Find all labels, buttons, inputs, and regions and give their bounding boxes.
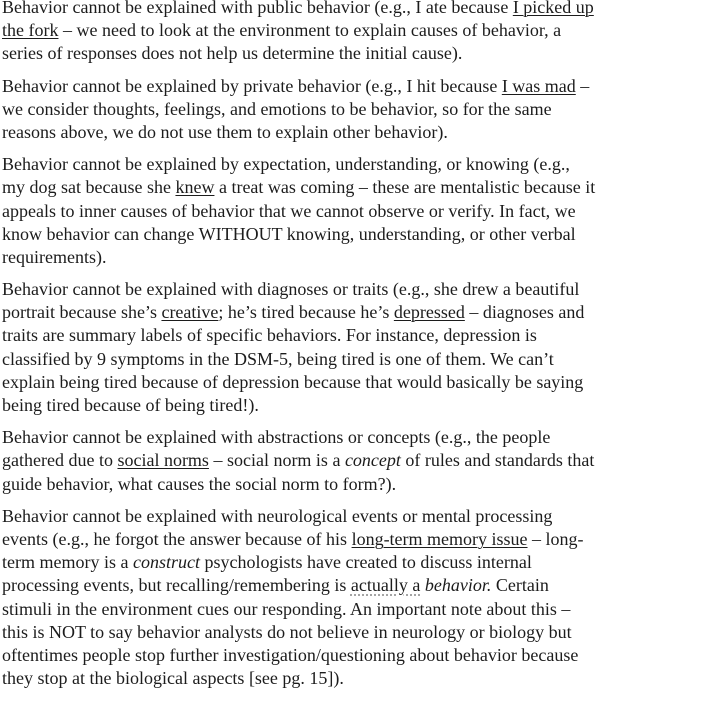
text-line [2, 598, 714, 621]
text-line [2, 121, 714, 144]
text-segment: we consider thoughts, feelings, and emotions to be behavior, so for the same [2, 98, 552, 119]
text-segment: this is NOT to say behavior analysts do not believe in neurology or biology but [2, 621, 572, 642]
underlined-phrase: creative [161, 302, 219, 323]
text-segment: series of responses does not help us determine the initial cause). [2, 43, 463, 64]
text-segment: – diagnoses and [464, 302, 585, 323]
text-line [2, 223, 714, 246]
underlined-phrase: knew [175, 177, 215, 198]
text-segment: know behavior can change WITHOUT knowing, understanding, or other verbal [2, 223, 576, 244]
text-segment: of rules and standards that [400, 450, 595, 471]
text-segment: events (e.g., he forgot the answer because of his [2, 528, 352, 549]
text-segment: traits are summary labels of specific behaviors. For instance, depression is [2, 325, 537, 346]
underlined-phrase: depressed [393, 302, 465, 323]
text-segment: psychologists have created to discuss internal [199, 552, 532, 573]
text-segment: – social norm is a [208, 450, 345, 471]
text-segment: a treat was coming – these are mentalistic because it [214, 177, 596, 198]
text-line [2, 42, 714, 65]
text-segment: guide behavior, what causes the social norm to form?). [2, 473, 397, 494]
text-segment: Behavior cannot be explained with public behavior (e.g., I ate because [2, 0, 513, 17]
text-segment: gathered due to [2, 450, 118, 471]
text-segment: portrait because she’s [2, 302, 162, 323]
paragraph [2, 153, 714, 269]
text-line [2, 153, 714, 176]
text-segment: term memory is a [2, 552, 133, 573]
text-segment: requirements). [2, 246, 107, 267]
text-segment: classified by 9 symptoms in the DSM-5, being tired is one of them. We can’t [2, 348, 554, 369]
text-segment: – [575, 75, 590, 96]
text-segment: oftentimes people stop further investigation/questioning about behavior because [2, 644, 579, 665]
paragraph [2, 505, 714, 691]
italic-term: concept [344, 450, 401, 471]
text-line [2, 644, 714, 667]
text-segment: Behavior cannot be explained with abstractions or concepts (e.g., the people [2, 427, 551, 448]
text-segment: – long- [527, 528, 584, 549]
text-line [2, 371, 714, 394]
underlined-phrase: social norms [117, 450, 209, 471]
text-segment: stimuli in the environment cues our responding. An important note about this – [2, 598, 571, 619]
underlined-phrase: the fork [2, 20, 59, 41]
text-segment: Behavior cannot be explained by expectation, understanding, or knowing (e.g., [2, 154, 570, 175]
underlined-phrase: long-term memory issue [351, 528, 528, 549]
text-line [2, 19, 714, 42]
text-line [2, 75, 714, 98]
text-segment: appeals to inner causes of behavior that we cannot observe or verify. In fact, we [2, 200, 576, 221]
text-line [2, 426, 714, 449]
paragraph [2, 0, 714, 66]
paragraph [2, 75, 714, 145]
text-segment: Behavior cannot be explained with neurological events or mental processing [2, 505, 553, 526]
text-segment: reasons above, we do not use them to explain other behavior). [2, 121, 448, 142]
text-line [2, 473, 714, 496]
italic-term: behavior. [424, 575, 492, 596]
text-line [2, 301, 714, 324]
paragraph [2, 278, 714, 417]
text-segment: my dog sat because she [2, 177, 176, 198]
text-line [2, 449, 714, 472]
text-line [2, 505, 714, 528]
text-segment: ; he’s tired because he’s [218, 302, 394, 323]
text-line [2, 324, 714, 347]
text-line [2, 246, 714, 269]
text-segment: explain being tired because of depression because that would basically be saying [2, 371, 584, 392]
spellcheck-marked-phrase: actually a [350, 575, 421, 596]
text-line [2, 528, 714, 551]
text-line [2, 551, 714, 574]
text-line [2, 621, 714, 644]
text-segment: Behavior cannot be explained by private behavior (e.g., I hit because [2, 75, 502, 96]
text-line [2, 278, 714, 301]
text-line [2, 0, 714, 19]
text-line [2, 98, 714, 121]
italic-term: construct [132, 552, 200, 573]
text-segment: Certain [491, 575, 549, 596]
text-line [2, 667, 714, 690]
text-line [2, 200, 714, 223]
text-line [2, 176, 714, 199]
text-segment: being tired because of being tired!). [2, 395, 259, 415]
text-segment: – we need to look at the environment to explain causes of behavior, a [58, 20, 562, 41]
text-line [2, 394, 714, 417]
paragraph [2, 426, 714, 496]
text-line [2, 348, 714, 371]
text-line [2, 574, 714, 597]
underlined-phrase: I picked up [512, 0, 594, 17]
text-segment: Behavior cannot be explained with diagnoses or traits (e.g., she drew a beautiful [2, 279, 580, 300]
text-segment: processing events, but recalling/remembering is [2, 575, 351, 596]
text-segment: they stop at the biological aspects [see pg. 15]). [2, 668, 344, 689]
underlined-phrase: I was mad [501, 75, 576, 96]
